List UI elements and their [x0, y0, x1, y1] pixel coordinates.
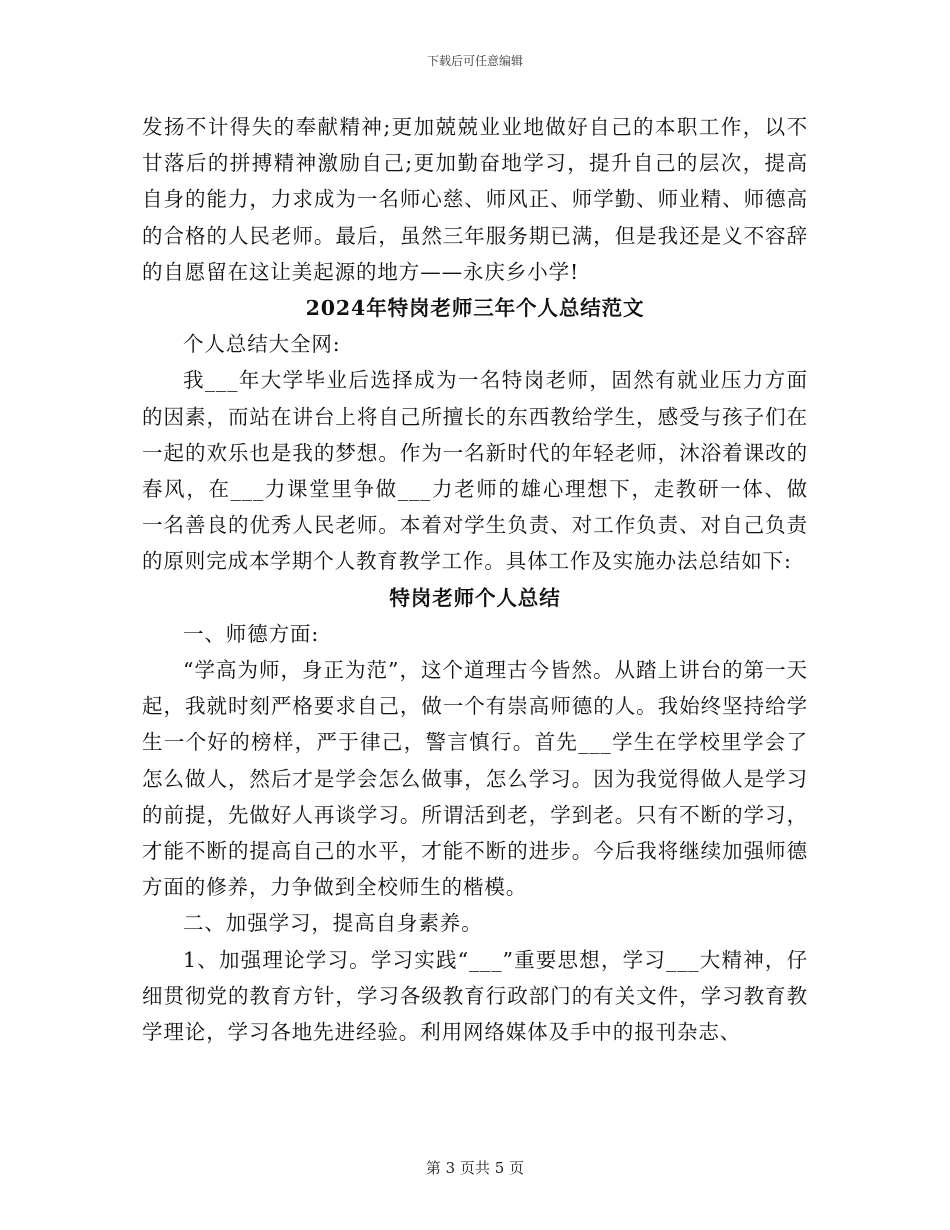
- paragraph-theory-study: 1、加强理论学习。学习实践“___”重要思想，学习___大精神，仔细贯彻党的教育方针，学习各级教育行政部门的有关文件，学习教育教学理论，学习各地先进经验。利用网络媒体及手中的报刊杂志、: [142, 947, 808, 1045]
- section-title-main: 2024年特岗老师三年个人总结范文: [305, 296, 645, 321]
- page-header: 下载后可任意编辑: [426, 54, 523, 68]
- heading-study: 二、加强学习，提高自身素养。: [183, 911, 483, 936]
- paragraph-intro: 我___年大学毕业后选择成为一名特岗老师，固然有就业压力方面的因素，而站在讲台上将自己所擅长的东西教给学生，感受与孩子们在一起的欢乐也是我的梦想。作为一名新时代的年轻老师，沐浴着课改的春风，在___力课堂里争做___力老师的雄心理想下，走教研一体、做一名善良的优秀人民老师。本着对学生负责、对工作负责、对自己负责的原则完成本学期个人教育教学工作。具体工作及实施办法总结如下:: [142, 368, 808, 574]
- paragraph-closing-summary: 发扬不计得失的奉献精神;更加兢兢业业地做好自己的本职工作，以不甘落后的拼搏精神激励自己;更加勤奋地学习，提升自己的层次，提高自身的能力，力求成为一名师心慈、师风正、师学勤、师业精、师德高的合格的人民老师。最后，虽然三年服务期已满，但是我还是义不容辞的自愿留在这让美起源的地方——永庆乡小学!: [142, 115, 808, 284]
- paragraph-source: 个人总结大全网:: [183, 332, 341, 357]
- page-footer: 第 3 页共 5 页: [425, 1159, 525, 1177]
- paragraph-ethics: “学高为师，身正为范”，这个道理古今皆然。从踏上讲台的第一天起，我就时刻严格要求自己，做一个有崇高师德的人。我始终坚持给学生一个好的榜样，严于律己，警言慎行。首先___学生在学校里学会了怎么做人，然后才是学会怎么做事，怎么学习。因为我觉得做人是学习的前提，先做好人再谈学习。所谓活到老，学到老。只有不断的学习，才能不断的提高自己的水平，才能不断的进步。今后我将继续加强师德方面的修养，力争做到全校师生的楷模。: [142, 658, 808, 900]
- section-title-sub: 特岗老师个人总结: [389, 585, 561, 610]
- heading-ethics: 一、师德方面:: [183, 621, 320, 646]
- document-body: [142, 109, 808, 1050]
